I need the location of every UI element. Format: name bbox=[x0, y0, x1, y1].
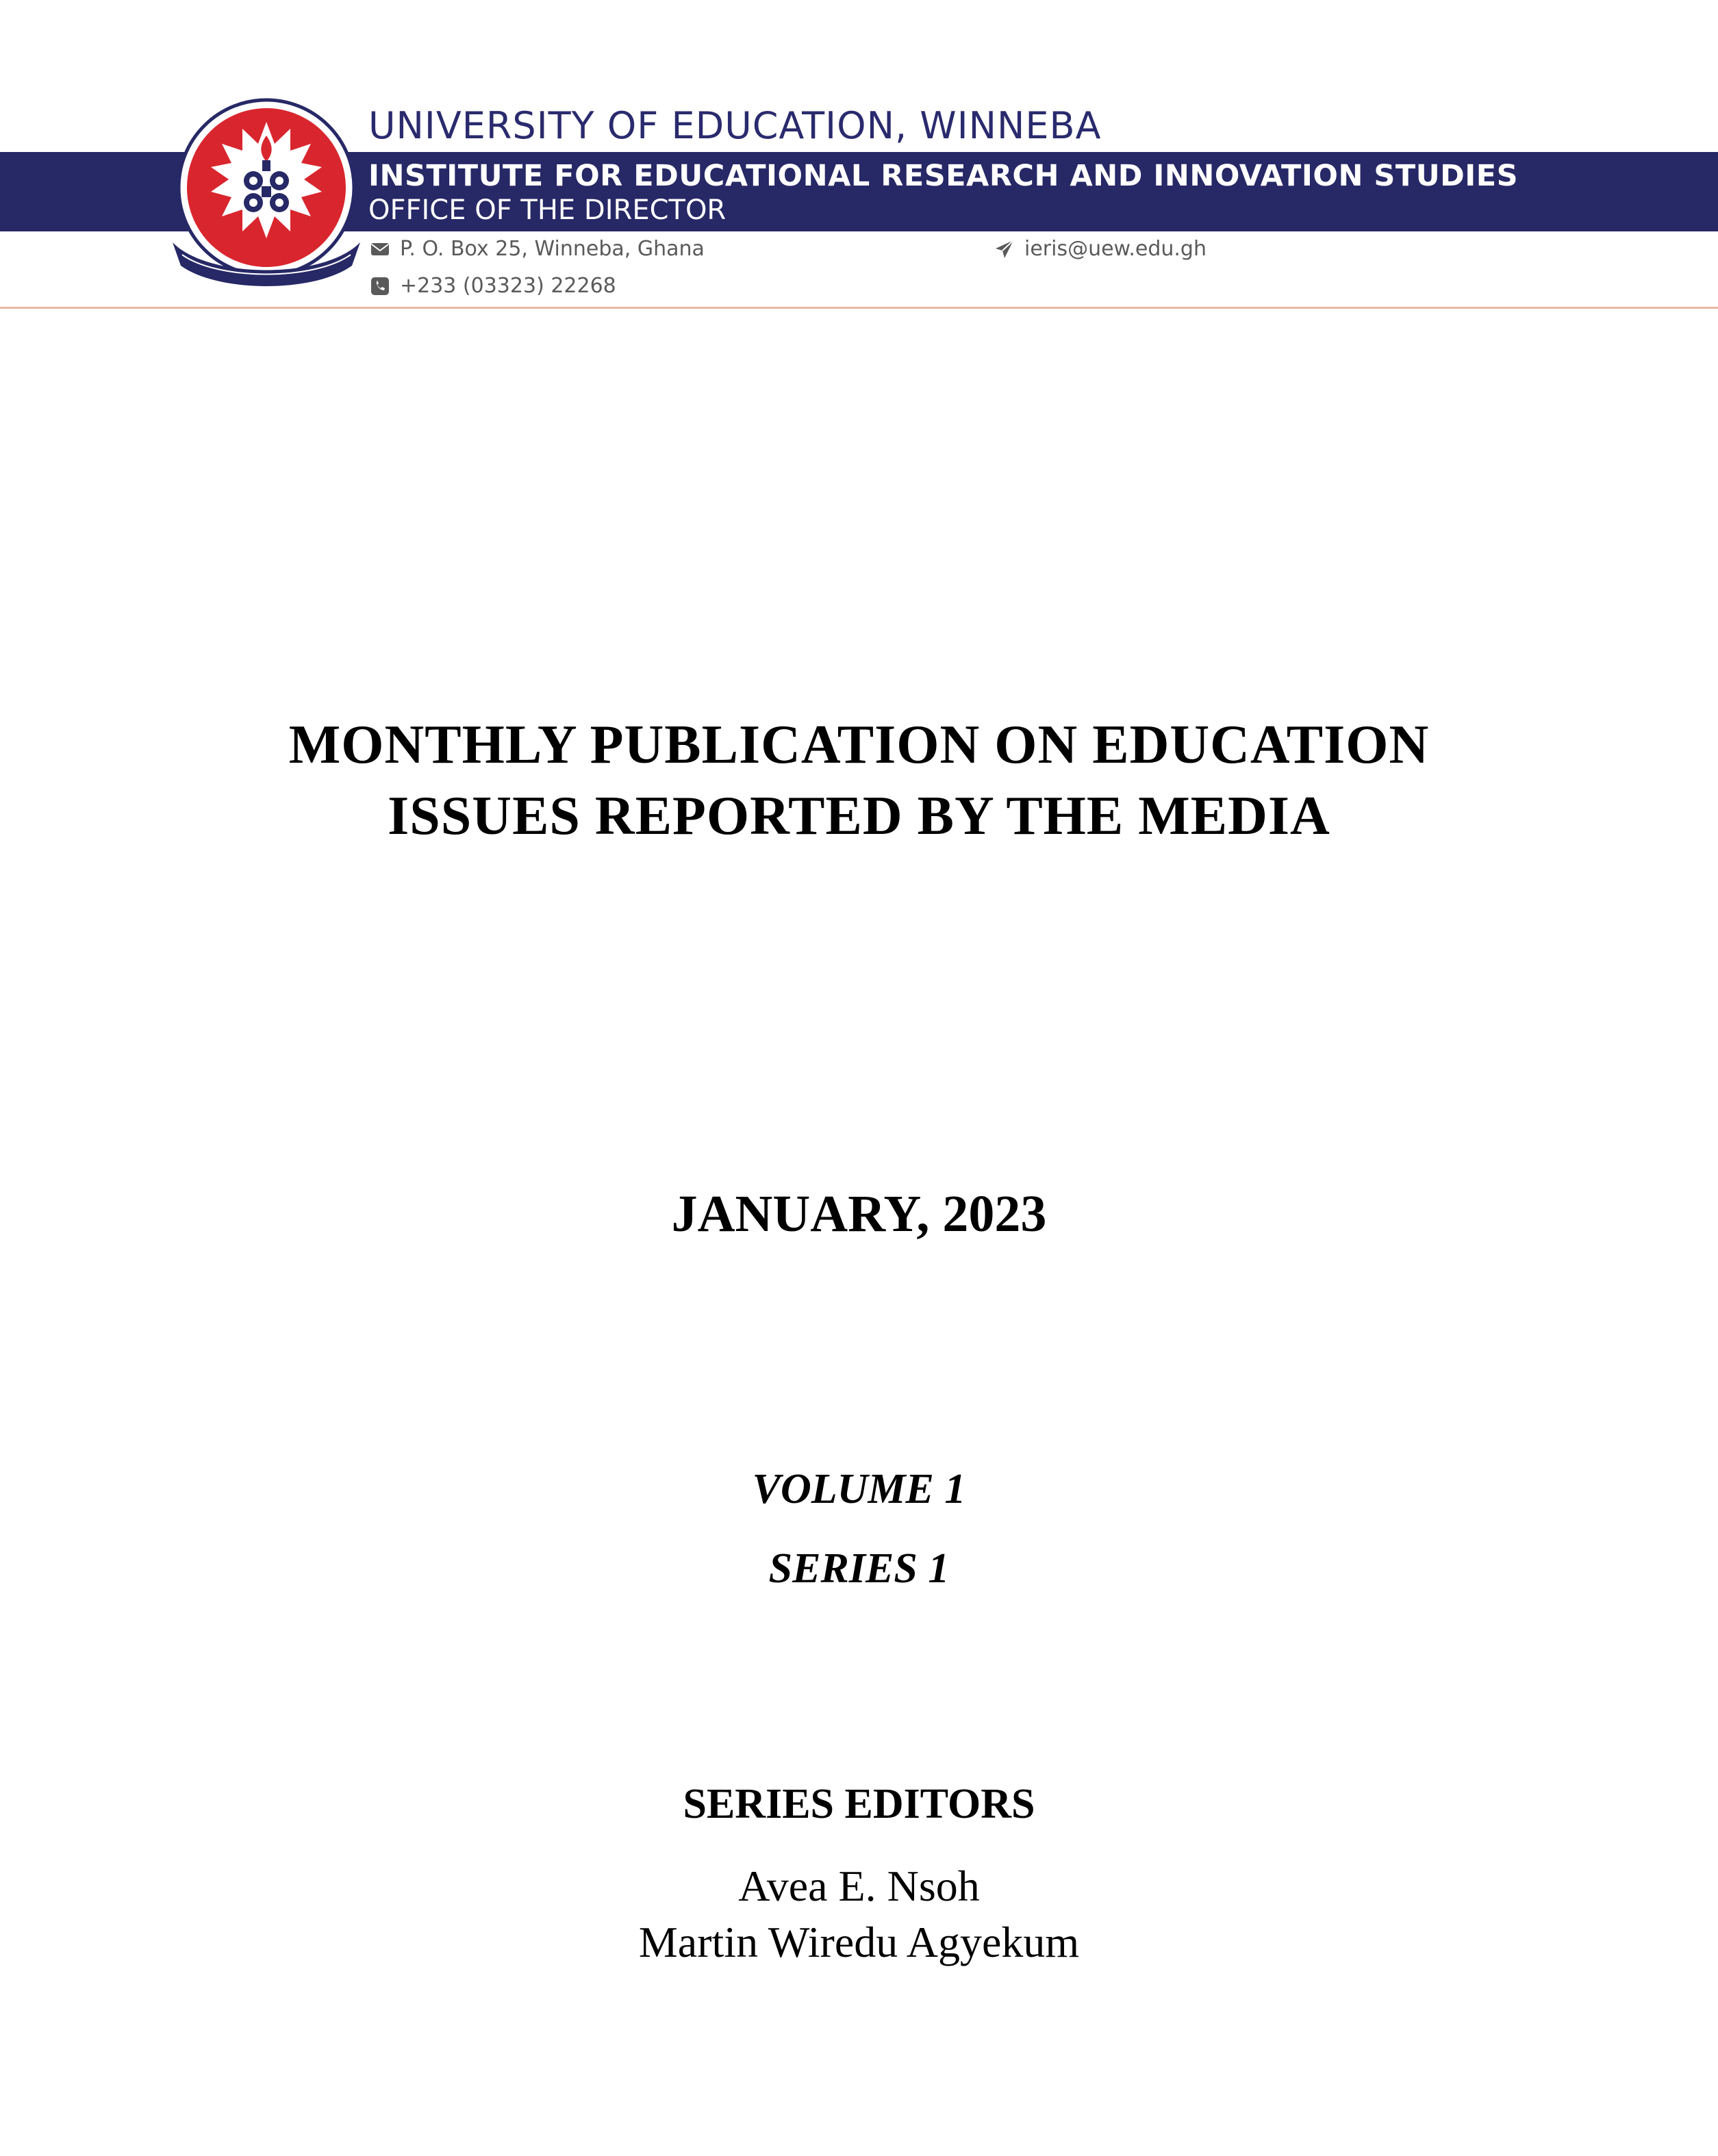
editor-name: Avea E. Nsoh bbox=[738, 1862, 980, 1910]
title-line-1: MONTHLY PUBLICATION ON EDUCATION bbox=[288, 715, 1430, 775]
address-line bbox=[370, 237, 705, 261]
university-logo bbox=[167, 93, 366, 292]
volume-label: VOLUME 1 bbox=[752, 1466, 966, 1512]
editors-heading: SERIES EDITORS bbox=[683, 1781, 1035, 1827]
address-text: P. O. Box 25, Winneba, Ghana bbox=[400, 237, 705, 261]
editor-name: Martin Wiredu Agyekum bbox=[638, 1918, 1080, 1966]
phone-icon bbox=[370, 276, 390, 296]
series-label: SERIES 1 bbox=[768, 1545, 950, 1592]
email-line bbox=[994, 237, 1207, 261]
title-line-2: ISSUES REPORTED BY THE MEDIA bbox=[388, 786, 1330, 846]
header-divider bbox=[0, 307, 1718, 309]
phone-line bbox=[370, 274, 616, 298]
letterhead bbox=[0, 0, 1718, 315]
phone-text: +233 (03323) 22268 bbox=[400, 274, 616, 298]
office-name: OFFICE OF THE DIRECTOR bbox=[368, 194, 727, 226]
paper-plane-icon bbox=[994, 239, 1015, 259]
envelope-icon bbox=[370, 239, 390, 259]
document-title bbox=[0, 709, 1718, 852]
university-name: UNIVERSITY OF EDUCATION, WINNEBA bbox=[368, 104, 1102, 147]
email-text[interactable]: ieris@uew.edu.gh bbox=[1024, 237, 1207, 261]
publication-date: JANUARY, 2023 bbox=[671, 1185, 1047, 1243]
institute-name: INSTITUTE FOR EDUCATIONAL RESEARCH AND INNOVATION STUDIES bbox=[368, 159, 1519, 193]
